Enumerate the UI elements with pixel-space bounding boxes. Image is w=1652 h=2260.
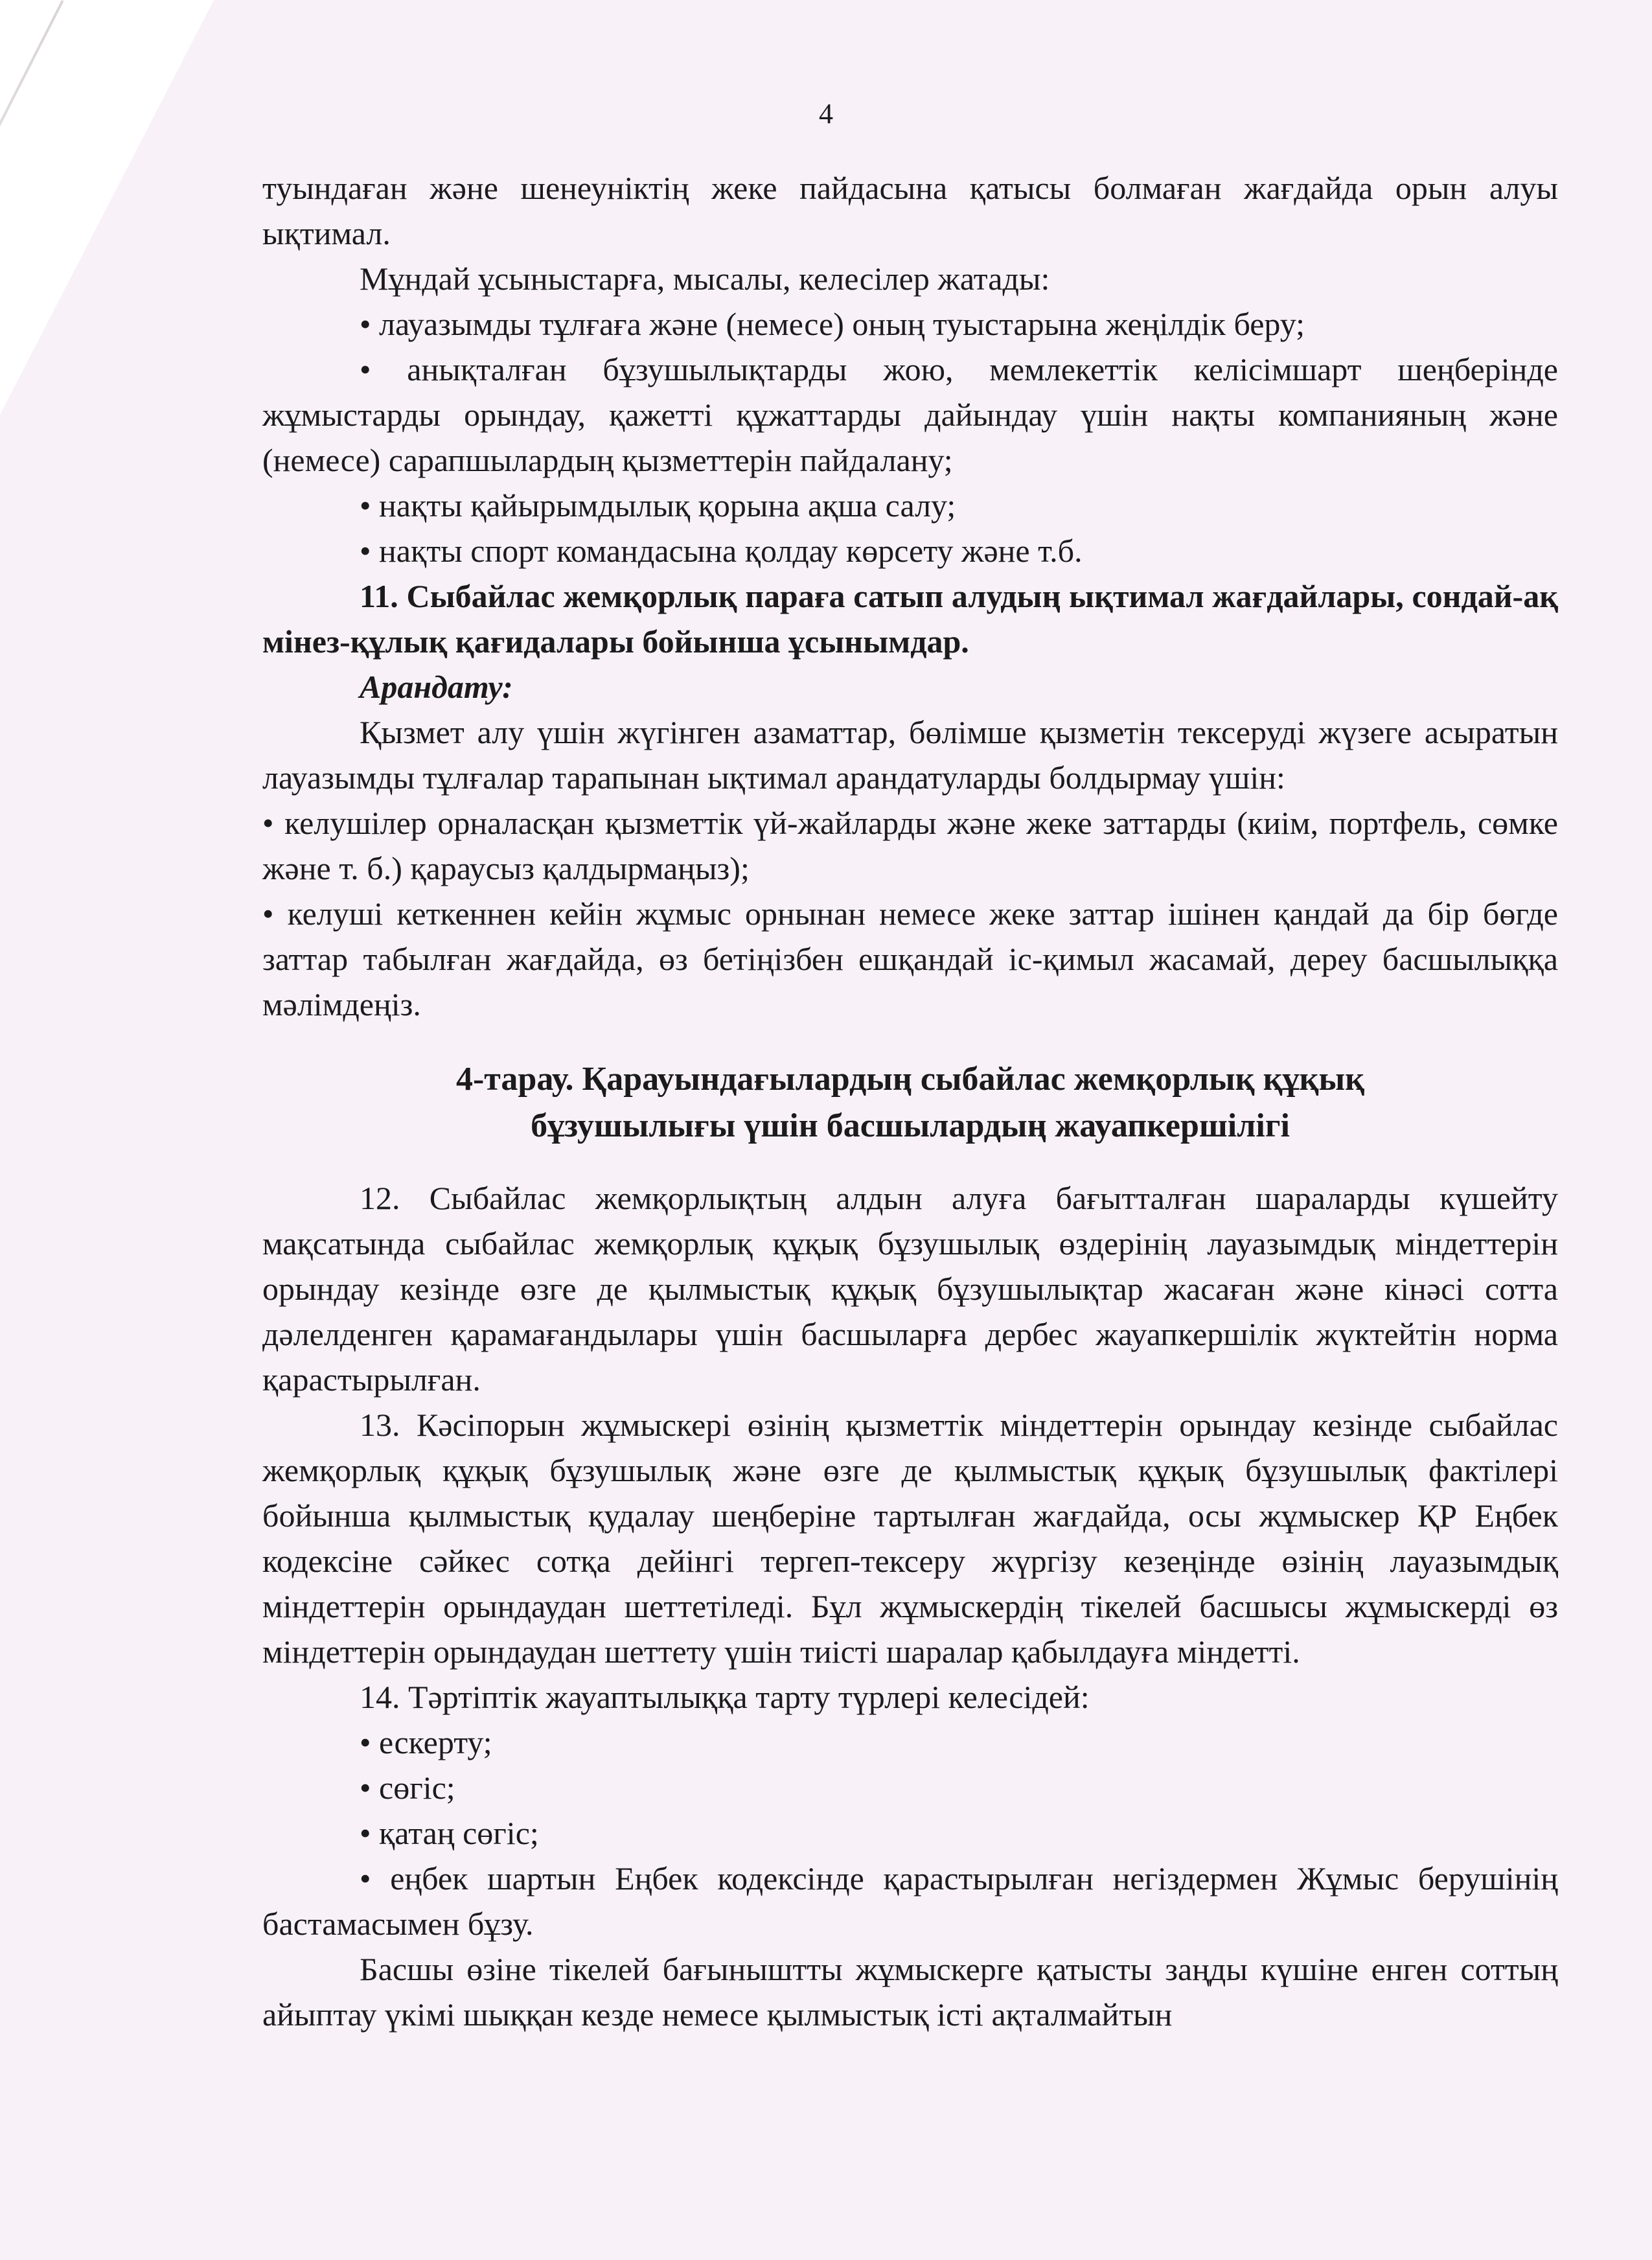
list-item-services: • анықталған бұзушылықтарды жою, мемлекеттік келісімшарт шеңберінде жұмыстарды орындау, қажетті құжаттарды дайындау үшін нақты компанияның және (немесе) сарапшылардың қызметтерін пайдалану; <box>262 351 1558 478</box>
list-item-severe-reprimand: • қатаң сөгіс; <box>360 1815 539 1851</box>
list-item-privilege: • лауазымды тұлғаға және (немесе) оның туыстарына жеңілдік беру; <box>360 306 1305 342</box>
section-12-paragraph: 12. Сыбайлас жемқорлықтың алдын алуға бағытталған шараларды күшейту мақсатында сыбайлас жемқорлық құқық бұзушылық өздерінің лауазымдық міндеттерін орындау кезінде өзге де қылмыстық құқық бұзушылықтар жасаған және кінәсі сотта дәлелденген қарамағандылары үшін басшыларға дербес жауапкершілік жүктейтін норма қарастырылған. <box>262 1180 1558 1398</box>
paragraph-examples-intro: Мұндай ұсыныстарға, мысалы, келесілер жатады: <box>360 260 1050 297</box>
chapter-title-line-2: бұзушылығы үшін басшылардың жауапкершілігі <box>531 1107 1290 1144</box>
document-body <box>262 165 1558 2037</box>
section-14-paragraph: 14. Тәртіптік жауаптылыққа тарту түрлері келесідей: <box>360 1679 1090 1715</box>
chapter-4-title <box>262 1056 1558 1149</box>
paragraph-final: Басшы өзіне тікелей бағыныштты жұмыскерге қатысты заңды күшіне енген соттың айыптау үкімі шыққан кезде немесе қылмыстық істі ақталмайтын <box>262 1951 1558 2033</box>
list-item-charity: • нақты қайырымдылық қорына ақша салу; <box>360 487 956 524</box>
chapter-title-line-1: 4-тарау. Қарауындағылардың сыбайлас жемқорлық құқық <box>455 1061 1365 1098</box>
list-item-foreign-objects: • келуші кеткеннен кейін жұмыс орнынан немесе жеке заттар ішінен қандай да бір бөгде заттар табылған жағдайда, өз бетіңізбен ешқандай іс-қимыл жасамай, дереу басшылыққа мәлімдеңіз. <box>262 895 1558 1022</box>
list-item-warning: • ескерту; <box>360 1724 492 1760</box>
section-11-heading: 11. Сыбайлас жемқорлық параға сатып алудың ықтимал жағдайлары, сондай-ақ мінез-құлық қағидалары бойынша ұсынымдар. <box>262 578 1558 660</box>
paragraph-continuation: туындаған және шенеуніктің жеке пайдасына қатысы болмаған жағдайда орын алуы ықтимал. <box>262 170 1558 251</box>
section-13-paragraph: 13. Кәсіпорын жұмыскері өзінің қызметтік міндеттерін орындау кезінде сыбайлас жемқорлық құқық бұзушылық және өзге де қылмыстық құқық бұзушылық фактілері бойынша қылмыстық қудалау шеңберіне тартылған жағдайда, осы жұмыскер ҚР Еңбек кодексіне сәйкес сотқа дейінгі тергеп-тексеру жүргізу кезеңінде өзінің лауазымдық міндеттерін орындаудан шеттетіледі. Бұл жұмыскердің тікелей басшысы жұмыскерді өз міндеттерін орындаудан шеттету үшін тиісті шаралар қабылдауға міндетті. <box>262 1407 1558 1670</box>
paragraph-provocation: Қызмет алу үшін жүгінген азаматтар, бөлімше қызметін тексеруді жүзеге асыратын лауазымды тұлғалар тарапынан ықтимал арандатуларды болдырмау үшін: <box>262 714 1558 796</box>
list-item-termination: • еңбек шартын Еңбек кодексінде қарастырылған негіздермен Жұмыс берушінің бастамасымен бұзу. <box>262 1860 1558 1942</box>
list-item-sport: • нақты спорт командасына қолдау көрсету және т.б. <box>360 533 1083 569</box>
list-item-reprimand: • сөгіс; <box>360 1770 455 1806</box>
list-item-unattended: • келушілер орналасқан қызметтік үй-жайларды және жеке заттарды (киім, портфель, сөмке және т. б.) қараусыз қалдырмаңыз); <box>262 805 1558 886</box>
page-number: 4 <box>819 98 833 130</box>
provocation-subheading: Арандату: <box>360 669 513 705</box>
